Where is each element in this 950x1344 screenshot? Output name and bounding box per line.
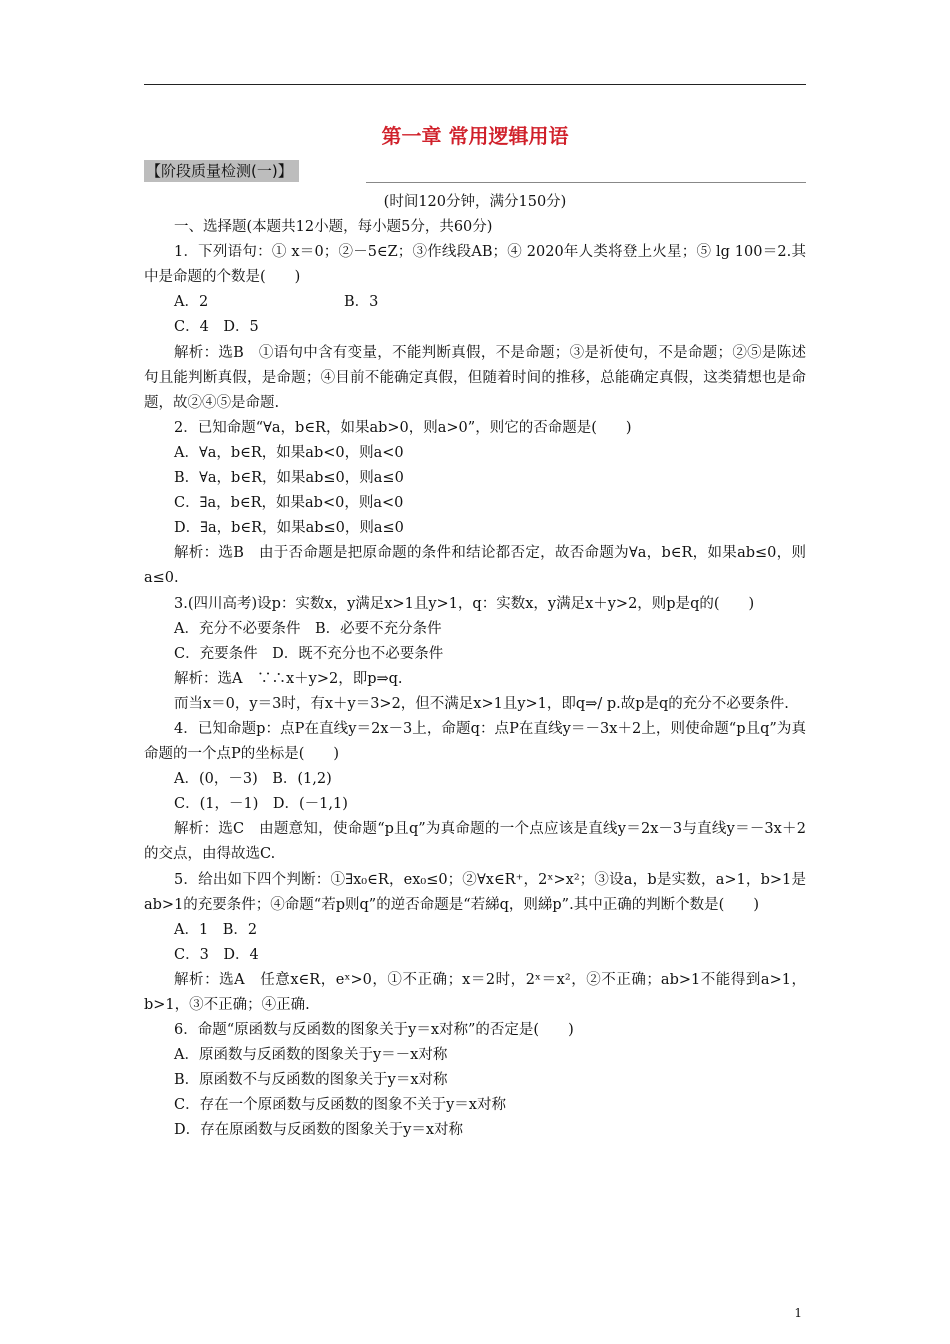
question-6-option-a: A．原函数与反函数的图象关于y＝－x对称	[174, 1047, 448, 1064]
time-note: (时间120分钟，满分150分)	[383, 194, 567, 210]
question-4-stem: 4．已知命题p：点P在直线y＝2x－3上，命题q：点P在直线y＝－3x＋2上，则使命题“p且q”为真命题的一个点P的坐标是( )	[144, 720, 806, 763]
question-5-analysis: 解析：选A 任意x∈R，eˣ>0，①不正确；x＝2时，2ˣ＝x²，②不正确；ab>1不能得到a>1，b>1，③不正确；④正确.	[144, 971, 806, 1013]
question-2-option-b: B．∀a，b∈R，如果ab≤0，则a≤0	[174, 470, 404, 487]
question-1-analysis: 解析：选B ①语句中含有变量，不能判断真假，不是命题；③是祈使句，不是命题；②⑤是陈述句且能判断真假，是命题；④目前不能确定真假，但随着时间的推移，总能确定真假，这类猜想也是命题，故②④⑤是命题.	[144, 344, 806, 411]
question-6-option-c: C．存在一个原函数与反函数的图象不关于y＝x对称	[174, 1097, 506, 1114]
question-1-options-ab	[144, 290, 806, 315]
question-3-stem: 3.(四川高考)设p：实数x，y满足x>1且y>1，q：实数x，y满足x＋y>2，则p是q的( )	[174, 595, 755, 612]
question-3-options-ab: A．充分不必要条件 B．必要不充分条件	[174, 620, 442, 637]
question-5-stem: 5．给出如下四个判断：①∃x₀∈R，ex₀≤0；②∀x∈R⁺，2ˣ>x²；③设a，b是实数，a>1，b>1是ab>1的充要条件；④命题“若p则q”的逆否命题是“若綈q，则綈p”.其中正确的判断个数是( )	[144, 871, 806, 913]
section-divider	[366, 182, 806, 183]
part-heading: 一、选择题(本题共12小题，每小题5分，共60分)	[174, 219, 493, 236]
question-6-option-d: D．存在原函数与反函数的图象关于y＝x对称	[174, 1122, 463, 1139]
question-2-option-a: A．∀a，b∈R，如果ab<0，则a<0	[174, 444, 404, 461]
question-4-options-cd: C．(1，－1) D．(－1,1)	[174, 796, 348, 813]
question-2-option-c: C．∃a，b∈R，如果ab<0，则a<0	[174, 495, 404, 512]
question-6-option-b: B．原函数不与反函数的图象关于y＝x对称	[174, 1072, 448, 1089]
question-4-analysis: 解析：选C 由题意知，使命题“p且q”为真命题的一个点应该是直线y＝2x－3与直线y＝－3x＋2的交点，由得故选C.	[144, 821, 806, 863]
section-header	[144, 160, 806, 184]
chapter-title: 第一章 常用逻辑用语	[381, 124, 569, 148]
question-3-options-cd: C．充要条件 D．既不充分也不必要条件	[174, 645, 444, 662]
question-3-analysis-1: 解析：选A ∵∴x＋y>2，即p⇒q.	[174, 670, 403, 687]
question-2-stem: 2．已知命题“∀a，b∈R，如果ab>0，则a>0”，则它的否命题是( )	[174, 419, 632, 436]
question-5-options-ab: A．1 B．2	[174, 921, 258, 938]
question-1-option-b: B．3	[344, 294, 379, 311]
question-3-analysis-2: 而当x＝0，y＝3时，有x＋y＝3>2，但不满足x>1且y>1，即q⇒/ p.故p是q的充分不必要条件.	[174, 695, 789, 712]
question-1-options-cd: C．4 D．5	[174, 319, 259, 336]
header-rule	[144, 84, 806, 85]
question-2-option-d: D．∃a，b∈R，如果ab≤0，则a≤0	[174, 520, 404, 537]
exam-body	[144, 190, 806, 1144]
question-4-options-ab: A．(0，－3) B．(1,2)	[174, 771, 332, 788]
question-1-option-a: A．2	[174, 294, 209, 311]
page-number: 1	[794, 1306, 802, 1320]
question-6-stem: 6．命题“原函数与反函数的图象关于y＝x对称”的否定是( )	[174, 1022, 574, 1039]
question-1-stem: 1．下列语句：① x＝0；②－5∈Z；③作线段AB；④ 2020年人类将登上火星；⑤ lg 100＝2.其中是命题的个数是( )	[144, 244, 806, 286]
question-5-options-cd: C．3 D．4	[174, 946, 259, 963]
question-2-analysis: 解析：选B 由于否命题是把原命题的条件和结论都否定，故否命题为∀a，b∈R，如果ab≤0，则a≤0.	[144, 545, 806, 587]
section-label: 【阶段质量检测(一)】	[144, 160, 299, 182]
